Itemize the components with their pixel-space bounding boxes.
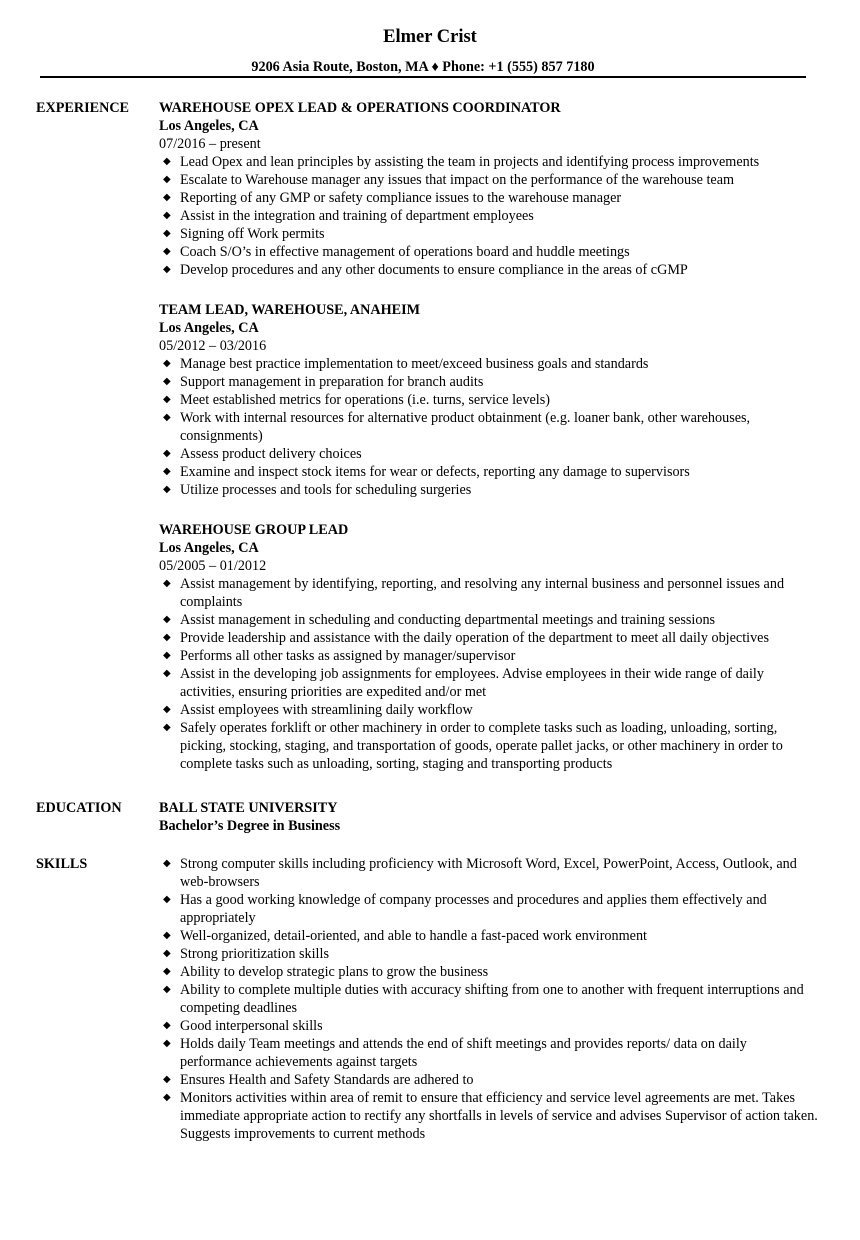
list-item: ◆ Utilize processes and tools for scheduling surgeries: [163, 482, 472, 498]
job-entry: [159, 99, 819, 279]
job-location: Los Angeles, CA: [159, 118, 259, 134]
job-location: Los Angeles, CA: [159, 540, 259, 556]
bullet-icon: ◆: [163, 376, 171, 387]
bullet-icon: ◆: [163, 1020, 171, 1031]
list-item: ◆ Assist management in scheduling and conducting departmental meetings and training sessions: [163, 612, 716, 628]
list-item: ◆ Provide leadership and assistance with the daily operation of the department to meet all daily objectives: [163, 630, 769, 646]
list-item: ◆ Signing off Work permits: [163, 226, 325, 242]
job-bullet-list: [159, 355, 819, 499]
section-label-education: EDUCATION: [36, 800, 122, 816]
degree: Bachelor’s Degree in Business: [159, 818, 341, 834]
bullet-icon: ◆: [163, 264, 171, 275]
list-item: ◆ Lead Opex and lean principles by assisting the team in projects and identifying process improvements: [163, 154, 760, 170]
school-name: BALL STATE UNIVERSITY: [159, 800, 338, 816]
bullet-icon: ◆: [163, 632, 171, 643]
bullet-icon: ◆: [163, 210, 171, 221]
list-item: ◆ Strong prioritization skills: [163, 946, 329, 962]
bullet-icon: ◆: [163, 1092, 171, 1103]
skills-body: [159, 855, 819, 1143]
list-item: ◆ Coach S/O’s in effective management of operations board and huddle meetings: [163, 244, 630, 260]
bullet-icon: ◆: [163, 722, 171, 733]
list-item: ◆ Has a good working knowledge of company processes and procedures and applies them effectively and appropriately: [163, 892, 767, 926]
candidate-name: Elmer Crist: [383, 27, 477, 47]
list-item: ◆ Ability to develop strategic plans to grow the business: [163, 964, 489, 980]
header-divider: [40, 76, 806, 78]
bullet-icon: ◆: [163, 1038, 171, 1049]
bullet-icon: ◆: [163, 192, 171, 203]
list-item: ◆ Examine and inspect stock items for wear or defects, reporting any damage to supervisors: [163, 464, 690, 480]
bullet-icon: ◆: [163, 228, 171, 239]
bullet-icon: ◆: [163, 156, 171, 167]
list-item: ◆ Assist in the developing job assignments for employees. Advise employees in their wide range of daily activities, ensuring priorities are expedited and/or met: [163, 666, 764, 700]
bullet-icon: ◆: [163, 614, 171, 625]
job-title: TEAM LEAD, WAREHOUSE, ANAHEIM: [159, 302, 421, 318]
bullet-icon: ◆: [163, 394, 171, 405]
bullet-icon: ◆: [163, 1074, 171, 1085]
list-item: ◆ Assist in the integration and training of department employees: [163, 208, 534, 224]
list-item: ◆ Work with internal resources for alternative product obtainment (e.g. loaner bank, other warehouses, consignments): [163, 410, 751, 444]
list-item: ◆ Manage best practice implementation to meet/exceed business goals and standards: [163, 356, 649, 372]
contact-line: 9206 Asia Route, Boston, MA ♦ Phone: +1 (555) 857 7180: [251, 59, 595, 75]
bullet-icon: ◆: [163, 966, 171, 977]
list-item: ◆ Reporting of any GMP or safety compliance issues to the warehouse manager: [163, 190, 622, 206]
list-item: ◆ Good interpersonal skills: [163, 1018, 323, 1034]
list-item: ◆ Develop procedures and any other documents to ensure compliance in the areas of cGMP: [163, 262, 688, 278]
job-dates: 05/2012 – 03/2016: [159, 338, 267, 354]
job-dates: 05/2005 – 01/2012: [159, 558, 267, 574]
bullet-icon: ◆: [163, 948, 171, 959]
job-location: Los Angeles, CA: [159, 320, 259, 336]
list-item: ◆ Well-organized, detail-oriented, and able to handle a fast-paced work environment: [163, 928, 647, 944]
bullet-icon: ◆: [163, 412, 171, 423]
bullet-icon: ◆: [163, 246, 171, 257]
bullet-icon: ◆: [163, 984, 171, 995]
list-item: ◆ Ability to complete multiple duties with accuracy shifting from one to another with frequent interruptions and competing deadlines: [163, 982, 804, 1016]
bullet-icon: ◆: [163, 484, 171, 495]
job-dates: 07/2016 – present: [159, 136, 261, 152]
list-item: ◆ Escalate to Warehouse manager any issues that impact on the performance of the warehouse team: [163, 172, 735, 188]
bullet-icon: ◆: [163, 930, 171, 941]
job-entry: [159, 521, 819, 773]
list-item: ◆ Meet established metrics for operations (i.e. turns, service levels): [163, 392, 550, 408]
section-label-experience: EXPERIENCE: [36, 100, 130, 116]
bullet-icon: ◆: [163, 578, 171, 589]
list-item: ◆ Assist management by identifying, reporting, and resolving any internal business and personnel issues and complaints: [163, 576, 785, 610]
experience-body: [159, 99, 819, 793]
section-label-skills: SKILLS: [36, 856, 88, 872]
list-item: ◆ Monitors activities within area of remit to ensure that efficiency and service level agreements are met. Takes immediate appropriate action to rectify any shortfalls in levels of service and advises Supervisor of action taken. Suggests improvements to current methods: [163, 1090, 818, 1142]
job-bullet-list: [159, 575, 819, 773]
education-body: [159, 799, 819, 835]
skills-list: [159, 855, 819, 1143]
list-item: ◆ Support management in preparation for branch audits: [163, 374, 484, 390]
list-item: ◆ Safely operates forklift or other machinery in order to complete tasks such as loading, unloading, sorting, picking, stocking, staging, and transportation of goods, operate pallet jacks, or other machinery in order to complete tasks such as unloading, sorting, staging and transporting products: [163, 720, 783, 772]
list-item: ◆ Ensures Health and Safety Standards are adhered to: [163, 1072, 474, 1088]
bullet-icon: ◆: [163, 448, 171, 459]
bullet-icon: ◆: [163, 358, 171, 369]
job-entry: [159, 301, 819, 499]
job-title: WAREHOUSE OPEX LEAD & OPERATIONS COORDINATOR: [159, 100, 561, 116]
list-item: ◆ Assess product delivery choices: [163, 446, 362, 462]
bullet-icon: ◆: [163, 858, 171, 869]
list-item: ◆ Strong computer skills including proficiency with Microsoft Word, Excel, PowerPoint, Access, Outlook, and web-browsers: [163, 856, 797, 890]
job-title: WAREHOUSE GROUP LEAD: [159, 522, 349, 538]
bullet-icon: ◆: [163, 894, 171, 905]
bullet-icon: ◆: [163, 466, 171, 477]
bullet-icon: ◆: [163, 704, 171, 715]
list-item: ◆ Holds daily Team meetings and attends the end of shift meetings and provides reports/ data on daily performance achievements against targets: [163, 1036, 747, 1070]
bullet-icon: ◆: [163, 650, 171, 661]
bullet-icon: ◆: [163, 174, 171, 185]
list-item: ◆ Performs all other tasks as assigned by manager/supervisor: [163, 648, 516, 664]
bullet-icon: ◆: [163, 668, 171, 679]
job-bullet-list: [159, 153, 819, 279]
list-item: ◆ Assist employees with streamlining daily workflow: [163, 702, 473, 718]
